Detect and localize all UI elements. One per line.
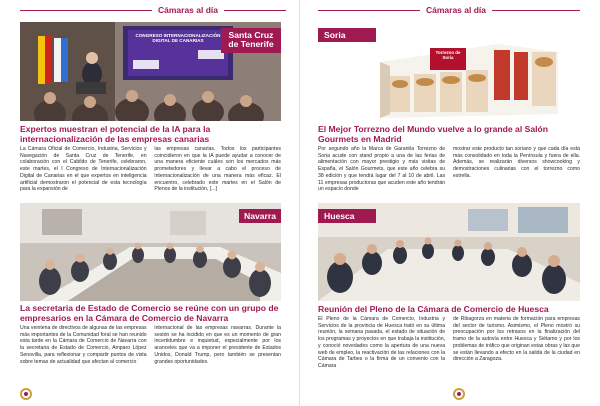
section-header-right [318, 3, 580, 17]
camara-logo-icon [453, 388, 465, 400]
navarra-photo [20, 203, 281, 301]
canarias-photo [20, 22, 281, 121]
section-title: Cámaras al día [158, 5, 219, 15]
header-rule [492, 10, 580, 11]
body-column: de Ribagorza en materia de formación para empresas del sector de turismo. Asimismo, el Pleno mostró su preocupación por los retrasos en la finalización del tramo de la autovía entre Huesca y Siétamo y por los problemas de tráfico que originan estas obras y las que se están llevando a efecto en la salida de la ciudad en dirección a Zaragoza. [452, 316, 580, 363]
article-body [318, 316, 580, 386]
header-rule [318, 10, 420, 11]
section-title: Cámaras al día [426, 5, 487, 15]
stand-label: Torrezno de Soria [435, 50, 461, 60]
article-body [20, 325, 281, 381]
location-tag: Soria [318, 28, 376, 42]
body-column: Una veintena de directivos de algunas de las empresas más importantes de la Comunidad foral se han reunido esta tarde en la Cámara de Comercio de Navarra con la secretaria de Estado de Comercio, Amparo López Senovilla, para reflexionar y compartir puntos de vista sobre temas de actualidad que afectan al comercio [20, 325, 147, 365]
body-column: las empresas canarias. Todos los participantes coincidieron en que la IA puede ayudar a conocer de una manera eficiente cuáles son los mercados más prometedores y llevar a cabo el proceso de internacionalización de una manera más eficaz. El encuentro, celebrado este martes en el Salón de Plenos de la institución, [...] [154, 146, 281, 193]
body-column: internacional de las empresas navarras. Durante la sesión se ha incidido en que es un momento de gran incertidumbre e inquietud, especialmente por los aranceles que va a imponer el presidente de Estados Unidos, Donald Trump, pero también se presentan grandes oportunidades. [154, 325, 281, 365]
banner-text: CONGRESO INTERNACIONALIZACIÓN DIGITAL DE CANARIAS [135, 33, 221, 44]
camara-logo-icon [20, 388, 32, 400]
article-headline: El Mejor Torrezno del Mundo vuelve a lo grande al Salón Gourmets en Madrid [318, 124, 548, 144]
article-body [318, 146, 580, 200]
header-rule [224, 10, 286, 11]
body-column: mostrar este producto tan soriano y que cada día está más consolidado en toda la Península y fuera de ella. Además, se realizarán diversos showcooking y demostraciones culinarias con el torrezno como estrella. [452, 146, 580, 179]
huesca-photo [318, 203, 580, 301]
soria-photo [318, 22, 580, 121]
article-body [20, 146, 281, 200]
body-column: El Pleno de la Cámara de Comercio, Industria y Servicios de la provincia de Huesca trató en su última reunión, la semana pasada, el estado de situación de los programas y proyectos en que trabaja la institución, y conoció novedades como la apertura de una nueva web de empleo, la reactivación de las relaciones con la Cámara de Tarbes o la firma de un convenio con la Cámara [318, 316, 446, 369]
location-tag: Santa Cruz de Tenerife [221, 28, 281, 53]
right-page [300, 0, 600, 406]
location-tag: Huesca [318, 209, 376, 223]
article-headline: Reunión del Pleno de la Cámara de Comercio de Huesca [318, 304, 549, 314]
location-tag: Navarra [239, 209, 281, 223]
header-rule [20, 10, 152, 11]
section-header-left [20, 3, 286, 17]
article-headline: Expertos muestran el potencial de la IA para la internacionalización de las empresas canarias [20, 124, 211, 144]
body-column: Por segundo año la Marca de Garantía Torrezno de Soria acude con stand propio a una de las ferias de alimentación con mayor prestigio y más visitas de España, el Salón Gourmets, que este año celebra su 38 edición y que tendrá lugar del 7 al 10 de abril. Las 11 empresas productoras que acuden este año tendrán un espacio donde [318, 146, 446, 193]
body-column: La Cámara Oficial de Comercio, Industria, Servicios y Navegación de Santa Cruz de Tenerife, en colaboración con el Cabildo de Tenerife, celebraron, este martes, el I Congreso de Internacionalización Digital de Canarias en el que expertos en inteligencia artificial demostraron el potencial de esta tecnología para la expansión de [20, 146, 147, 193]
article-headline: La secretaria de Estado de Comercio se reúne con un grupo de empresarios en la Cámara de Comercio de Navarra [20, 303, 279, 323]
